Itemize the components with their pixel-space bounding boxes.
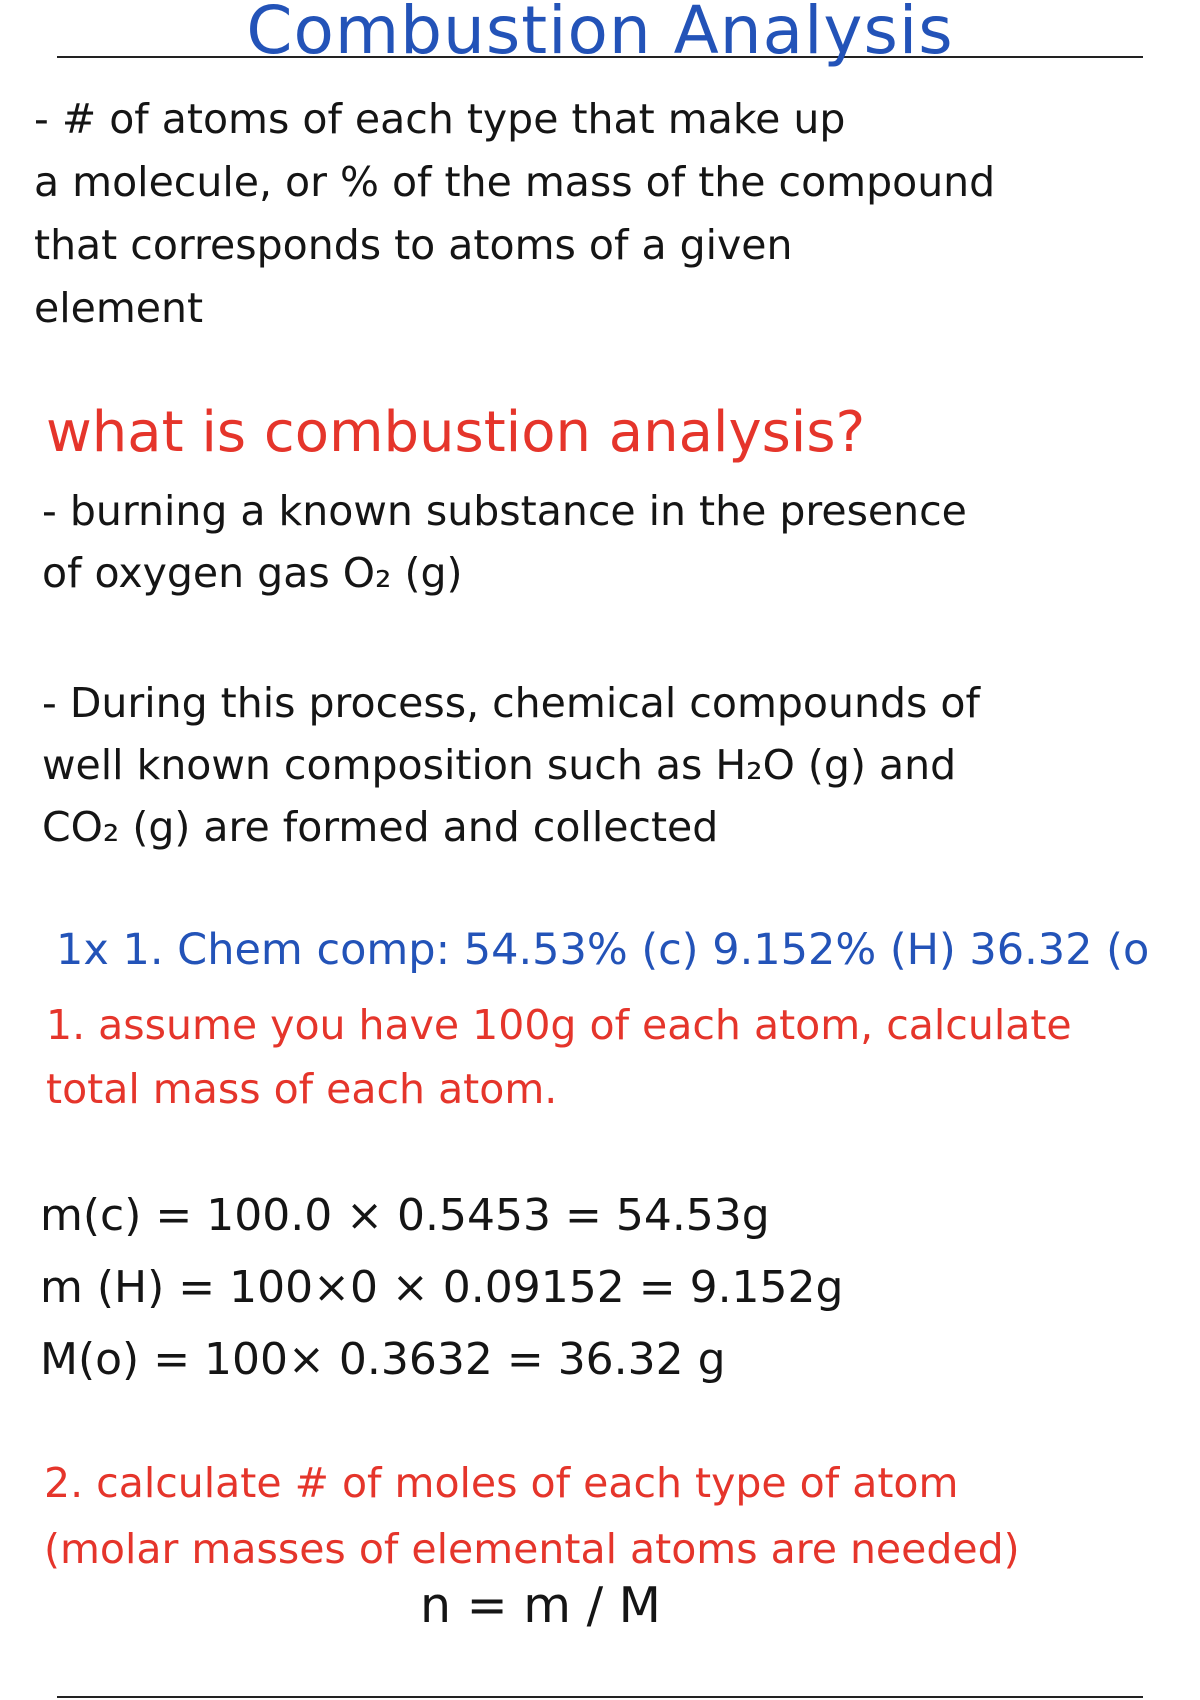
intro-line: that corresponds to atoms of a given [34, 221, 793, 269]
question-heading: what is combustion analysis? [46, 400, 866, 465]
answer-paragraph-process [42, 672, 980, 858]
step-line: total mass of each atom. [46, 1065, 558, 1113]
calc-line-carbon: m(c) = 100.0 × 0.5453 = 54.53g [40, 1190, 770, 1241]
intro-line: element [34, 284, 204, 332]
bottom-rule-line [57, 1696, 1143, 1698]
intro-paragraph [34, 88, 995, 340]
mass-calculations [40, 1180, 843, 1396]
page-title: Combustion Analysis [246, 0, 954, 69]
intro-line: - # of atoms of each type that make up [34, 95, 846, 143]
answer-line: well known composition such as H₂O (g) and [42, 741, 957, 789]
example-composition: 1x 1. Chem comp: 54.53% (c) 9.152% (H) 36.32 (o [56, 925, 1150, 975]
step-1-instruction [46, 993, 1072, 1121]
answer-line: of oxygen gas O₂ (g) [42, 549, 463, 597]
answer-line: - During this process, chemical compounds of [42, 679, 980, 727]
step-line: (molar masses of elemental atoms are needed) [44, 1525, 1020, 1573]
intro-line: a molecule, or % of the mass of the compound [34, 158, 996, 206]
answer-line: CO₂ (g) are formed and collected [42, 803, 719, 851]
answer-line: - burning a known substance in the presence [42, 487, 967, 535]
step-line: 1. assume you have 100g of each atom, calculate [46, 1001, 1072, 1049]
answer-paragraph-burning [42, 480, 967, 604]
calc-line-hydrogen: m (H) = 100×0 × 0.09152 = 9.152g [40, 1262, 844, 1313]
step-2-instruction [44, 1450, 1020, 1582]
moles-formula: n = m / M [420, 1577, 661, 1634]
step-line: 2. calculate # of moles of each type of atom [44, 1459, 959, 1507]
calc-line-oxygen: M(o) = 100× 0.3632 = 36.32 g [40, 1334, 726, 1385]
